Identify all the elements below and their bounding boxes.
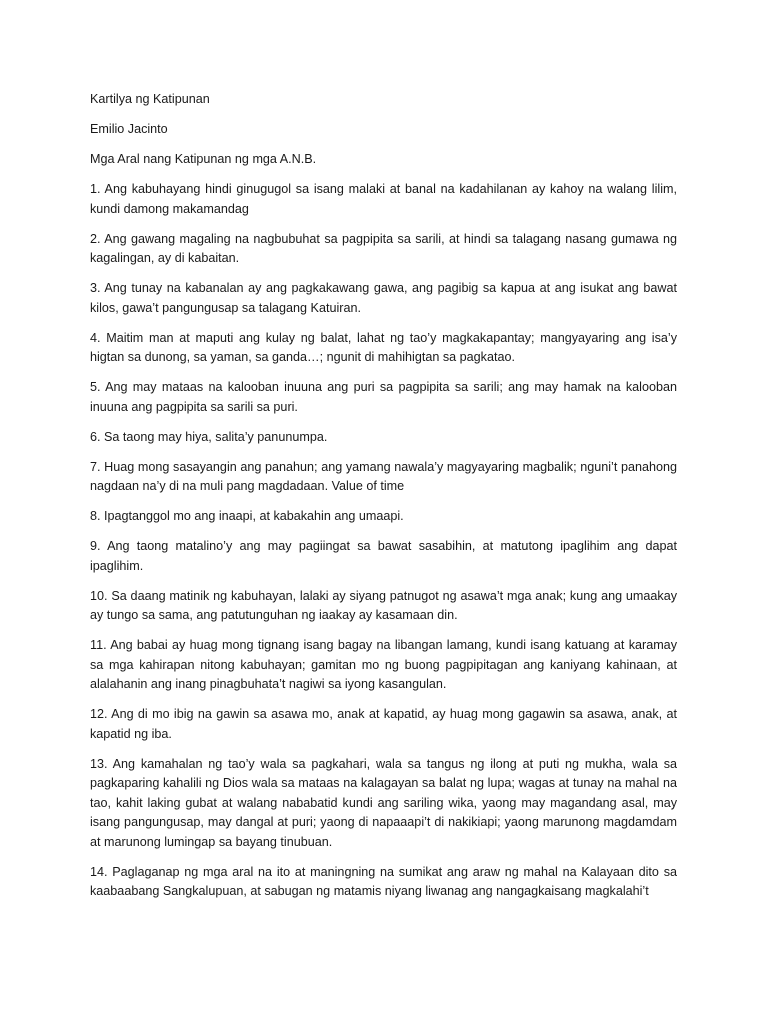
paragraph-11: 11. Ang babai ay huag mong tignang isang bagay na libangan lamang, kundi isang katuang at karamay sa mga kahirapan nitong kabuhayan; gamitan mo ng buong pagpipitagan ang kaniyang kahinaan, at alalahanin ang inang pinagbuhata’t nagiwi sa iyong kasangulan. <box>90 638 677 691</box>
paragraph-4: 4. Maitim man at maputi ang kulay ng balat, lahat ng tao’y magkakapantay; mangyayaring ang isa’y higtan sa dunong, sa yaman, sa ganda…; ngunit di mahihigtan sa pagkatao. <box>90 330 677 364</box>
document-title: Kartilya ng Katipunan <box>90 92 210 106</box>
paragraph-12: 12. Ang di mo ibig na gawin sa asawa mo, anak at kapatid, ay huag mong gagawin sa asawa, anak, at kapatid ng iba. <box>90 707 677 741</box>
paragraph-1: 1. Ang kabuhayang hindi ginugugol sa isang malaki at banal na kadahilanan ay kahoy na walang lilim, kundi damong makamandag <box>90 182 677 216</box>
paragraph-5: 5. Ang may mataas na kalooban inuuna ang puri sa pagpipita sa sarili; ang may hamak na kalooban inuuna ang pagpipita sa sarili sa puri. <box>90 380 677 414</box>
paragraph-9: 9. Ang taong matalino’y ang may pagiingat sa bawat sasabihin, at matutong ipaglihim ang dapat ipaglihim. <box>90 539 677 573</box>
document-page <box>90 90 677 912</box>
paragraph-2: 2. Ang gawang magaling na nagbubuhat sa pagpipita sa sarili, at hindi sa talagang nasang gumawa ng kagalingan, ay di kabaitan. <box>90 231 677 265</box>
paragraph-10: 10. Sa daang matinik ng kabuhayan, lalaki ay siyang patnugot ng asawa’t mga anak; kung ang umaakay ay tungo sa sama, ang patutunguhan ng iaakay ay kasamaan din. <box>90 588 677 622</box>
document-subtitle: Mga Aral nang Katipunan ng mga A.N.B. <box>90 152 317 166</box>
paragraph-6: 6. Sa taong may hiya, salita’y panunumpa. <box>90 429 328 444</box>
document-author: Emilio Jacinto <box>90 122 168 136</box>
paragraph-3: 3. Ang tunay na kabanalan ay ang pagkakawang gawa, ang pagibig sa kapua at ang isukat ang bawat kilos, gawa’t pangungusap sa talagang Katuiran. <box>90 281 677 315</box>
paragraph-14: 14. Paglaganap ng mga aral na ito at maningning na sumikat ang araw ng mahal na Kalayaan dito sa kaabaabang Sangkalupuan, at sabugan ng matamis niyang liwanag ang nangagkaisang magkalahi’t <box>90 864 677 898</box>
paragraph-8: 8. Ipagtanggol mo ang inaapi, at kabakahin ang umaapi. <box>90 509 404 523</box>
paragraph-13: 13. Ang kamahalan ng tao’y wala sa pagkahari, wala sa tangus ng ilong at puti ng mukha, wala sa pagkaparing kahalili ng Dios wala sa mataas na kalagayan sa balat ng lupa; wagas at tunay na mahal na tao, kahit laking gubat at walang nababatid kundi ang sariling wika, yaong may magandang asal, may isang pangungusap, may dangal at puri; yaong di napaaapi’t di nakikiapi; yaong marunong magdamdam at marunong lumingap sa bayang tinubuan. <box>90 756 677 849</box>
paragraph-7: 7. Huag mong sasayangin ang panahun; ang yamang nawala’y magyayaring magbalik; nguni’t panahong nagdaan na’y di na muli pang magdadaan. Value of time <box>90 459 677 493</box>
